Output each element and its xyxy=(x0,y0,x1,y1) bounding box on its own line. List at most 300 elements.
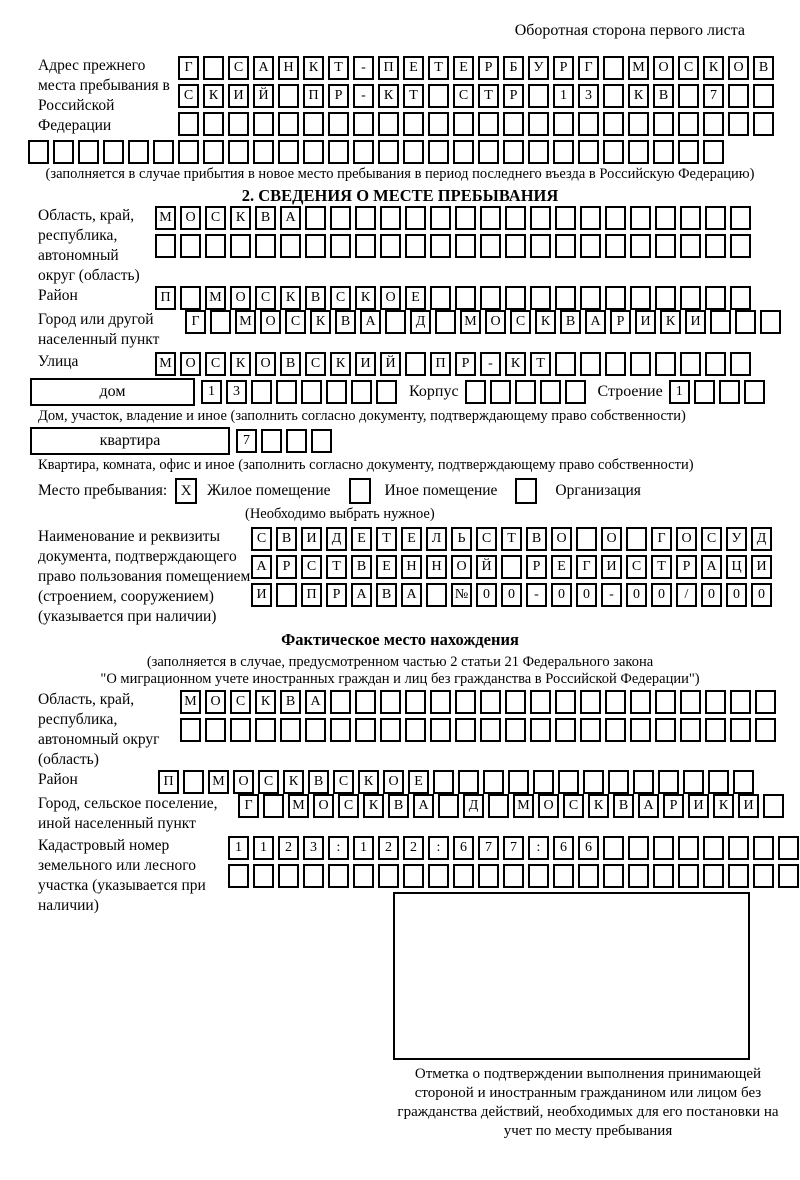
char-cell xyxy=(280,718,301,742)
char-cell: : xyxy=(428,836,449,860)
char-cell xyxy=(278,112,299,136)
char-cell: 0 xyxy=(626,583,647,607)
char-cell xyxy=(210,310,231,334)
residential-label: Жилое помещение xyxy=(207,482,331,499)
char-cell xyxy=(655,352,676,376)
char-cell xyxy=(753,864,774,888)
char-cell: С xyxy=(338,794,359,818)
char-cell xyxy=(605,234,626,258)
char-cell xyxy=(703,140,724,164)
char-cell xyxy=(580,234,601,258)
char-cell: С xyxy=(510,310,531,334)
house-number-cells xyxy=(201,380,397,404)
char-cell: О xyxy=(451,555,472,579)
char-cell: Й xyxy=(253,84,274,108)
char-cell xyxy=(230,234,251,258)
char-cell: Й xyxy=(380,352,401,376)
char-cell: К xyxy=(230,352,251,376)
char-cell: О xyxy=(383,770,404,794)
char-cell xyxy=(603,140,624,164)
char-cell: К xyxy=(310,310,331,334)
char-cell: 7 xyxy=(236,429,257,453)
char-cell xyxy=(628,140,649,164)
organization-label: Организация xyxy=(555,482,641,499)
char-cell: П xyxy=(430,352,451,376)
char-cell: С xyxy=(285,310,306,334)
char-cell xyxy=(733,770,754,794)
char-cell xyxy=(530,690,551,714)
char-cell xyxy=(253,112,274,136)
char-cell xyxy=(228,140,249,164)
char-cell xyxy=(653,140,674,164)
char-cell: В xyxy=(335,310,356,334)
char-cell: И xyxy=(301,527,322,551)
char-cell: О xyxy=(380,286,401,310)
char-cell xyxy=(376,380,397,404)
char-cell xyxy=(303,140,324,164)
prev-address-row-1 xyxy=(178,56,774,80)
char-cell xyxy=(580,718,601,742)
char-cell: С xyxy=(626,555,647,579)
char-cell xyxy=(103,140,124,164)
city-label: Город или другой населенный пункт xyxy=(38,311,160,348)
street-label: Улица xyxy=(38,353,79,370)
char-cell xyxy=(530,718,551,742)
char-cell xyxy=(755,718,776,742)
char-cell: В xyxy=(280,352,301,376)
char-cell: Т xyxy=(501,527,522,551)
char-cell xyxy=(380,206,401,230)
char-cell xyxy=(378,112,399,136)
char-cell xyxy=(678,836,699,860)
char-cell xyxy=(755,690,776,714)
char-cell xyxy=(28,140,49,164)
char-cell: С xyxy=(205,206,226,230)
district2-label: Район xyxy=(38,771,78,788)
char-cell: А xyxy=(251,555,272,579)
char-cell xyxy=(608,770,629,794)
char-cell xyxy=(555,352,576,376)
char-cell xyxy=(505,234,526,258)
char-cell xyxy=(576,527,597,551)
char-cell: 3 xyxy=(578,84,599,108)
city2-row xyxy=(238,794,784,818)
char-cell: О xyxy=(538,794,559,818)
char-cell: № xyxy=(451,583,472,607)
char-cell xyxy=(680,352,701,376)
char-cell: Г xyxy=(238,794,259,818)
char-cell xyxy=(501,555,522,579)
char-cell xyxy=(703,112,724,136)
char-cell xyxy=(205,234,226,258)
char-cell: 6 xyxy=(578,836,599,860)
char-cell: 0 xyxy=(701,583,722,607)
char-cell xyxy=(380,234,401,258)
city-row xyxy=(185,310,781,334)
char-cell xyxy=(605,206,626,230)
char-cell xyxy=(178,140,199,164)
char-cell xyxy=(380,690,401,714)
char-cell: П xyxy=(158,770,179,794)
char-cell: 0 xyxy=(551,583,572,607)
char-cell: Д xyxy=(410,310,431,334)
char-cell xyxy=(703,836,724,860)
char-cell xyxy=(703,864,724,888)
char-cell xyxy=(180,234,201,258)
char-cell xyxy=(508,770,529,794)
char-cell xyxy=(553,112,574,136)
char-cell xyxy=(428,112,449,136)
char-cell: Р xyxy=(276,555,297,579)
char-cell: 3 xyxy=(226,380,247,404)
char-cell xyxy=(705,352,726,376)
section2-heading: 2. СВЕДЕНИЯ О МЕСТЕ ПРЕБЫВАНИЯ xyxy=(241,186,559,205)
char-cell: Н xyxy=(401,555,422,579)
char-cell xyxy=(705,690,726,714)
char-cell xyxy=(503,112,524,136)
char-cell xyxy=(630,206,651,230)
char-cell xyxy=(583,770,604,794)
char-cell: О xyxy=(230,286,251,310)
char-cell xyxy=(555,718,576,742)
char-cell xyxy=(305,206,326,230)
char-cell: Т xyxy=(530,352,551,376)
char-cell: К xyxy=(355,286,376,310)
char-cell xyxy=(680,206,701,230)
char-cell: И xyxy=(738,794,759,818)
char-cell xyxy=(558,770,579,794)
char-cell xyxy=(430,286,451,310)
char-cell: Р xyxy=(526,555,547,579)
char-cell: Т xyxy=(428,56,449,80)
region2-row-2 xyxy=(180,718,776,742)
char-cell: 1 xyxy=(553,84,574,108)
char-cell: 3 xyxy=(303,836,324,860)
prev-address-label: Адрес прежнего места пребывания в Российской Федерации xyxy=(38,57,170,134)
char-cell xyxy=(528,140,549,164)
char-cell xyxy=(605,286,626,310)
char-cell: С xyxy=(258,770,279,794)
char-cell xyxy=(603,864,624,888)
char-cell xyxy=(753,84,774,108)
char-cell: У xyxy=(726,527,747,551)
char-cell: Г xyxy=(178,56,199,80)
char-cell xyxy=(553,864,574,888)
char-cell: 0 xyxy=(576,583,597,607)
char-cell: - xyxy=(526,583,547,607)
char-cell xyxy=(730,690,751,714)
char-cell xyxy=(328,140,349,164)
char-cell xyxy=(178,112,199,136)
organization-checkbox xyxy=(515,478,537,504)
char-cell xyxy=(328,112,349,136)
char-cell xyxy=(655,286,676,310)
char-cell: В xyxy=(388,794,409,818)
char-cell: С xyxy=(305,352,326,376)
char-cell xyxy=(378,864,399,888)
char-cell: 6 xyxy=(553,836,574,860)
confirmation-note: Отметка о подтверждении выполнения принимающей стороной и иностранным гражданином или лицом без гражданства действий, необходимых для его постановки на учет по месту пребывания xyxy=(397,1066,779,1139)
char-cell: Р xyxy=(455,352,476,376)
char-cell: О xyxy=(676,527,697,551)
char-cell xyxy=(205,718,226,742)
char-cell xyxy=(705,206,726,230)
char-cell: К xyxy=(280,286,301,310)
char-cell xyxy=(276,380,297,404)
char-cell: : xyxy=(528,836,549,860)
char-cell: 2 xyxy=(378,836,399,860)
char-cell xyxy=(355,718,376,742)
char-cell xyxy=(203,112,224,136)
char-cell: О xyxy=(485,310,506,334)
char-cell xyxy=(603,84,624,108)
char-cell xyxy=(778,864,799,888)
char-cell: Т xyxy=(376,527,397,551)
char-cell xyxy=(680,234,701,258)
char-cell: Е xyxy=(376,555,397,579)
char-cell xyxy=(453,140,474,164)
char-cell xyxy=(455,718,476,742)
stay-type-label: Место пребывания: xyxy=(38,482,168,499)
char-cell: К xyxy=(330,352,351,376)
stay-type-note: (Необходимо выбрать нужное) xyxy=(245,506,435,522)
char-cell xyxy=(694,380,715,404)
char-cell: Д xyxy=(463,794,484,818)
char-cell xyxy=(555,234,576,258)
char-cell: Т xyxy=(328,56,349,80)
char-cell: С xyxy=(453,84,474,108)
char-cell xyxy=(653,864,674,888)
char-cell: Г xyxy=(185,310,206,334)
char-cell xyxy=(276,583,297,607)
char-cell: А xyxy=(585,310,606,334)
char-cell xyxy=(533,770,554,794)
char-cell xyxy=(326,380,347,404)
char-cell xyxy=(465,380,486,404)
region-field xyxy=(0,206,800,286)
char-cell xyxy=(478,140,499,164)
street-row xyxy=(155,352,751,376)
char-cell: К xyxy=(660,310,681,334)
char-cell xyxy=(263,794,284,818)
char-cell xyxy=(603,836,624,860)
char-cell: Д xyxy=(751,527,772,551)
char-cell: А xyxy=(351,583,372,607)
char-cell xyxy=(405,352,426,376)
char-cell xyxy=(530,234,551,258)
char-cell: Р xyxy=(328,84,349,108)
char-cell xyxy=(678,84,699,108)
char-cell xyxy=(78,140,99,164)
char-cell: О xyxy=(255,352,276,376)
char-cell xyxy=(503,140,524,164)
char-cell xyxy=(735,310,756,334)
char-cell xyxy=(753,836,774,860)
char-cell: А xyxy=(413,794,434,818)
char-cell: 1 xyxy=(228,836,249,860)
char-cell: Р xyxy=(553,56,574,80)
char-cell: К xyxy=(378,84,399,108)
char-cell xyxy=(435,310,456,334)
region-row-2 xyxy=(155,234,751,258)
char-cell: К xyxy=(230,206,251,230)
other-premises-label: Иное помещение xyxy=(384,482,498,499)
char-cell xyxy=(430,234,451,258)
street-field xyxy=(0,352,800,376)
char-cell: Т xyxy=(651,555,672,579)
char-cell: М xyxy=(205,286,226,310)
char-cell: 7 xyxy=(503,836,524,860)
char-cell: И xyxy=(601,555,622,579)
char-cell: - xyxy=(353,56,374,80)
char-cell: И xyxy=(635,310,656,334)
prev-address-field xyxy=(0,56,800,136)
char-cell xyxy=(653,112,674,136)
char-cell xyxy=(655,206,676,230)
char-cell: - xyxy=(480,352,501,376)
char-cell xyxy=(155,234,176,258)
char-cell: В xyxy=(280,690,301,714)
char-cell: К xyxy=(588,794,609,818)
region2-row-1 xyxy=(180,690,776,714)
char-cell xyxy=(555,206,576,230)
char-cell xyxy=(578,864,599,888)
char-cell: В xyxy=(653,84,674,108)
char-cell: 0 xyxy=(651,583,672,607)
char-cell: Н xyxy=(278,56,299,80)
char-cell xyxy=(480,234,501,258)
char-cell: Ц xyxy=(726,555,747,579)
char-cell xyxy=(353,112,374,136)
char-cell: М xyxy=(155,352,176,376)
char-cell: 1 xyxy=(201,380,222,404)
char-cell: С xyxy=(251,527,272,551)
char-cell xyxy=(405,690,426,714)
char-cell xyxy=(680,718,701,742)
char-cell xyxy=(280,234,301,258)
char-cell xyxy=(503,864,524,888)
district-label: Район xyxy=(38,287,78,304)
char-cell: В xyxy=(255,206,276,230)
char-cell: Е xyxy=(453,56,474,80)
char-cell xyxy=(530,206,551,230)
char-cell xyxy=(255,718,276,742)
char-cell xyxy=(355,234,376,258)
char-cell xyxy=(630,352,651,376)
char-cell xyxy=(330,690,351,714)
char-cell xyxy=(253,864,274,888)
char-cell xyxy=(719,380,740,404)
char-cell xyxy=(385,310,406,334)
char-cell xyxy=(628,864,649,888)
city-field xyxy=(0,310,800,350)
char-cell xyxy=(653,836,674,860)
char-cell xyxy=(405,718,426,742)
char-cell: М xyxy=(155,206,176,230)
char-cell: П xyxy=(303,84,324,108)
char-cell xyxy=(680,690,701,714)
char-cell: О xyxy=(551,527,572,551)
char-cell xyxy=(565,380,586,404)
char-cell xyxy=(183,770,204,794)
char-cell xyxy=(605,718,626,742)
char-cell xyxy=(705,718,726,742)
char-cell: Н xyxy=(426,555,447,579)
char-cell: С xyxy=(228,56,249,80)
char-cell xyxy=(728,864,749,888)
char-cell xyxy=(403,140,424,164)
cadastral-row-1 xyxy=(228,836,799,860)
char-cell xyxy=(683,770,704,794)
char-cell xyxy=(278,864,299,888)
char-cell xyxy=(355,690,376,714)
char-cell xyxy=(251,380,272,404)
char-cell: О xyxy=(728,56,749,80)
char-cell xyxy=(261,429,282,453)
char-cell: О xyxy=(313,794,334,818)
char-cell xyxy=(628,836,649,860)
char-cell: С xyxy=(333,770,354,794)
char-cell: И xyxy=(251,583,272,607)
stay-type-field xyxy=(0,478,800,504)
char-cell: М xyxy=(628,56,649,80)
char-cell: Г xyxy=(651,527,672,551)
char-cell: Р xyxy=(610,310,631,334)
char-cell xyxy=(728,112,749,136)
char-cell xyxy=(710,310,731,334)
char-cell xyxy=(380,718,401,742)
char-cell xyxy=(438,794,459,818)
char-cell: Р xyxy=(478,56,499,80)
char-cell: К xyxy=(535,310,556,334)
char-cell: 7 xyxy=(478,836,499,860)
char-cell xyxy=(705,286,726,310)
char-cell: К xyxy=(203,84,224,108)
char-cell xyxy=(678,864,699,888)
char-cell: В xyxy=(305,286,326,310)
char-cell: Е xyxy=(405,286,426,310)
char-cell xyxy=(480,286,501,310)
char-cell xyxy=(433,770,454,794)
char-cell: А xyxy=(305,690,326,714)
char-cell xyxy=(428,140,449,164)
char-cell xyxy=(603,112,624,136)
char-cell: Г xyxy=(576,555,597,579)
char-cell xyxy=(311,429,332,453)
char-cell: П xyxy=(301,583,322,607)
char-cell xyxy=(455,206,476,230)
document-field xyxy=(0,527,800,627)
char-cell xyxy=(630,690,651,714)
char-cell: У xyxy=(528,56,549,80)
char-cell xyxy=(480,718,501,742)
apartment-note: Квартира, комната, офис и иное (заполнить согласно документу, подтверждающему право собственности) xyxy=(38,457,694,473)
char-cell xyxy=(578,112,599,136)
char-cell: А xyxy=(701,555,722,579)
char-cell xyxy=(480,206,501,230)
char-cell: С xyxy=(301,555,322,579)
char-cell: А xyxy=(360,310,381,334)
char-cell xyxy=(605,690,626,714)
char-cell: И xyxy=(685,310,706,334)
prev-address-note: (заполняется в случае прибытия в новое место пребывания в период последнего въезда в Российскую Федерацию) xyxy=(45,166,755,182)
char-cell: К xyxy=(283,770,304,794)
char-cell xyxy=(453,864,474,888)
char-cell xyxy=(286,429,307,453)
char-cell: Д xyxy=(326,527,347,551)
char-cell xyxy=(153,140,174,164)
char-cell xyxy=(278,140,299,164)
